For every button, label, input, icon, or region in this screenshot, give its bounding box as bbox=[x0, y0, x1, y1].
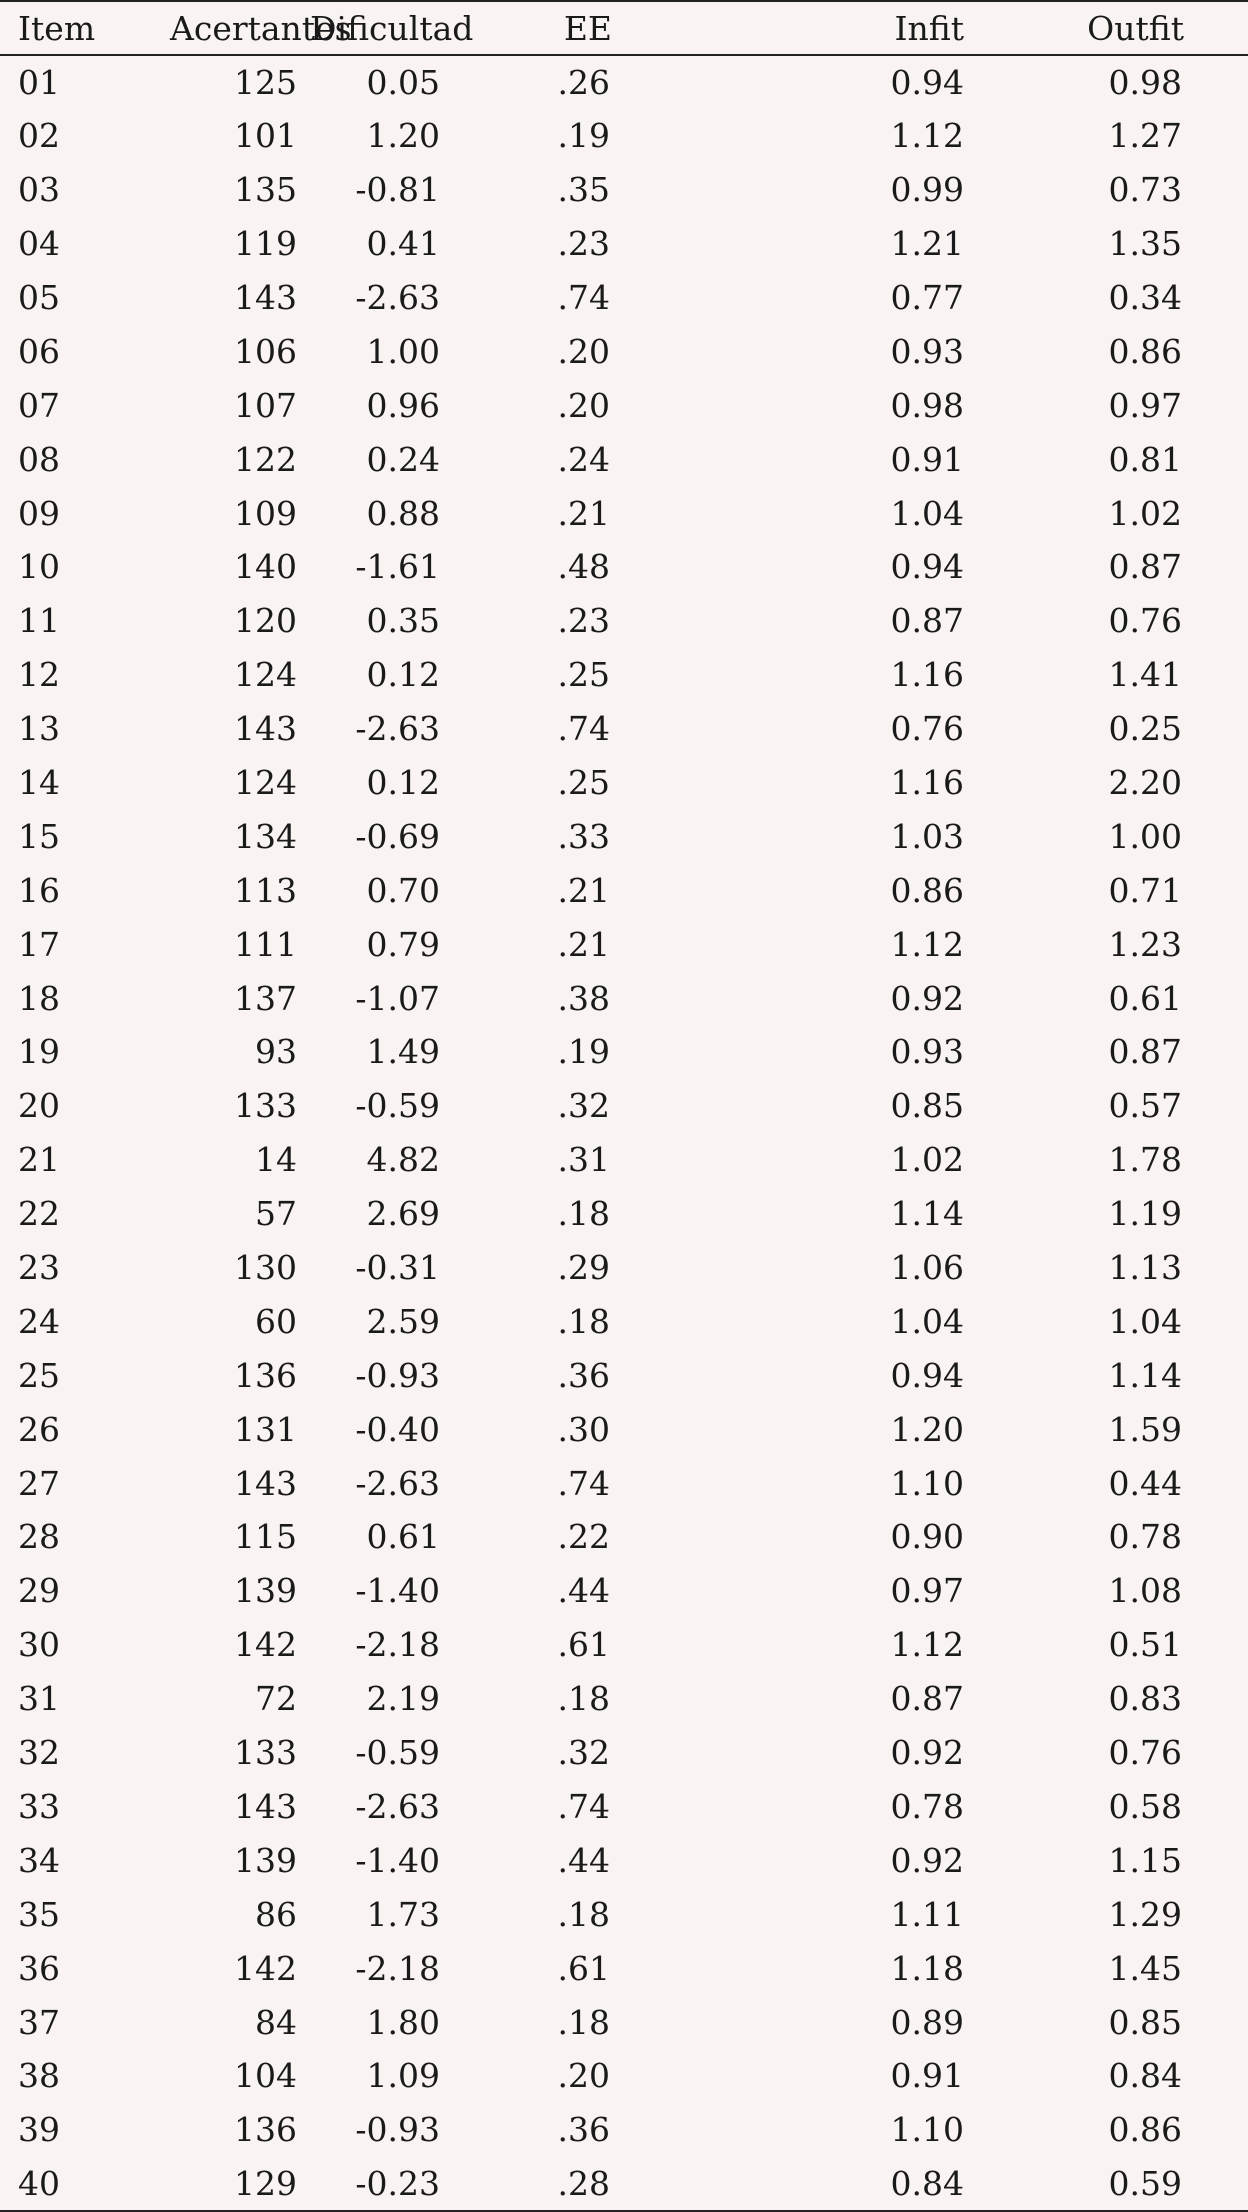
cell-ee: .20 bbox=[557, 385, 610, 425]
cell-item: 22 bbox=[18, 1194, 60, 1234]
cell-infit: 1.10 bbox=[890, 1463, 964, 1503]
cell-outfit: 1.35 bbox=[1108, 224, 1182, 264]
cell-infit: 0.87 bbox=[890, 601, 964, 641]
cell-outfit: 0.84 bbox=[1108, 2056, 1182, 2096]
cell-acertantes: 143 bbox=[234, 1463, 297, 1503]
cell-ee: .48 bbox=[557, 547, 610, 587]
table-row bbox=[0, 594, 1248, 648]
header-ee: EE bbox=[540, 1, 780, 55]
cell-infit: 1.20 bbox=[890, 1409, 964, 1449]
cell-ee: .36 bbox=[557, 1355, 610, 1395]
cell-infit: 1.18 bbox=[890, 1948, 964, 1988]
cell-ee: .20 bbox=[557, 331, 610, 371]
cell-infit: 0.97 bbox=[890, 1571, 964, 1611]
cell-ee: .36 bbox=[557, 2110, 610, 2150]
cell-dificultad: -0.93 bbox=[355, 1355, 440, 1395]
cell-ee: .29 bbox=[557, 1248, 610, 1288]
cell-outfit: 0.86 bbox=[1108, 331, 1182, 371]
cell-dificultad: 1.80 bbox=[366, 2002, 440, 2042]
cell-dificultad: 0.79 bbox=[366, 924, 440, 964]
cell-infit: 1.14 bbox=[890, 1194, 964, 1234]
cell-outfit: 0.97 bbox=[1108, 385, 1182, 425]
table-row bbox=[0, 540, 1248, 594]
cell-ee: .21 bbox=[557, 924, 610, 964]
table-row bbox=[0, 1133, 1248, 1187]
cell-acertantes: 124 bbox=[234, 763, 297, 803]
cell-dificultad: 1.00 bbox=[366, 331, 440, 371]
cell-acertantes: 113 bbox=[234, 870, 297, 910]
cell-outfit: 1.15 bbox=[1108, 1840, 1182, 1880]
table-row bbox=[0, 109, 1248, 163]
cell-infit: 0.91 bbox=[890, 2056, 964, 2096]
cell-acertantes: 133 bbox=[234, 1733, 297, 1773]
cell-infit: 1.21 bbox=[890, 224, 964, 264]
cell-acertantes: 133 bbox=[234, 1086, 297, 1126]
cell-item: 18 bbox=[18, 978, 60, 1018]
cell-ee: .21 bbox=[557, 870, 610, 910]
table-row bbox=[0, 1187, 1248, 1241]
cell-ee: .33 bbox=[557, 816, 610, 856]
cell-dificultad: -1.61 bbox=[355, 547, 440, 587]
cell-dificultad: -2.63 bbox=[355, 1786, 440, 1826]
table-header bbox=[0, 1, 1248, 55]
table-row bbox=[0, 756, 1248, 810]
cell-ee: .44 bbox=[557, 1840, 610, 1880]
cell-outfit: 0.78 bbox=[1108, 1517, 1182, 1557]
cell-acertantes: 143 bbox=[234, 1786, 297, 1826]
cell-dificultad: 1.09 bbox=[366, 2056, 440, 2096]
cell-outfit: 0.58 bbox=[1108, 1786, 1182, 1826]
table-row bbox=[0, 648, 1248, 702]
cell-dificultad: 1.49 bbox=[366, 1032, 440, 1072]
cell-acertantes: 93 bbox=[255, 1032, 297, 1072]
cell-ee: .18 bbox=[557, 2002, 610, 2042]
cell-outfit: 0.44 bbox=[1108, 1463, 1182, 1503]
cell-dificultad: 1.73 bbox=[366, 1894, 440, 1934]
table-row bbox=[0, 1941, 1248, 1995]
table-row bbox=[0, 1025, 1248, 1079]
cell-dificultad: 0.35 bbox=[366, 601, 440, 641]
cell-infit: 0.91 bbox=[890, 439, 964, 479]
cell-item: 27 bbox=[18, 1463, 60, 1503]
cell-outfit: 1.45 bbox=[1108, 1948, 1182, 1988]
cell-acertantes: 106 bbox=[234, 331, 297, 371]
cell-acertantes: 129 bbox=[150, 2157, 310, 2211]
cell-dificultad: -2.63 bbox=[355, 709, 440, 749]
table-row bbox=[0, 917, 1248, 971]
cell-outfit: 0.34 bbox=[1108, 278, 1182, 317]
cell-acertantes: 125 bbox=[234, 62, 297, 102]
header-item: Item bbox=[0, 1, 150, 55]
cell-ee: .61 bbox=[557, 1625, 610, 1665]
cell-ee: .18 bbox=[557, 1194, 610, 1234]
header-infit: Infit bbox=[780, 1, 1010, 55]
cell-item: 15 bbox=[18, 816, 60, 856]
table-row bbox=[0, 1456, 1248, 1510]
cell-item: 17 bbox=[18, 924, 60, 964]
cell-outfit: 0.98 bbox=[1108, 62, 1182, 102]
cell-infit: 0.98 bbox=[890, 385, 964, 425]
cell-infit: 1.04 bbox=[890, 1301, 964, 1341]
table-row bbox=[0, 271, 1248, 325]
cell-item: 16 bbox=[18, 870, 60, 910]
cell-item: 40 bbox=[0, 2157, 150, 2211]
table-row bbox=[0, 2103, 1248, 2157]
cell-infit: 0.94 bbox=[890, 62, 964, 102]
cell-acertantes: 142 bbox=[234, 1625, 297, 1665]
cell-item: 09 bbox=[18, 493, 60, 533]
cell-dificultad: -1.07 bbox=[355, 978, 440, 1018]
cell-ee: .25 bbox=[557, 655, 610, 695]
cell-outfit: 0.81 bbox=[1108, 439, 1182, 479]
cell-acertantes: 115 bbox=[234, 1517, 297, 1557]
cell-item: 12 bbox=[18, 655, 60, 695]
cell-ee: .30 bbox=[557, 1409, 610, 1449]
cell-item: 10 bbox=[18, 547, 60, 587]
cell-dificultad: 2.19 bbox=[366, 1679, 440, 1719]
cell-outfit: 0.25 bbox=[1108, 709, 1182, 749]
table-row bbox=[0, 1726, 1248, 1780]
cell-acertantes: 142 bbox=[234, 1948, 297, 1988]
cell-infit: 0.93 bbox=[890, 331, 964, 371]
cell-infit: 0.94 bbox=[890, 547, 964, 587]
cell-item: 30 bbox=[18, 1625, 60, 1665]
table-row bbox=[0, 702, 1248, 756]
cell-ee: .18 bbox=[557, 1301, 610, 1341]
header-outfit: Outfit bbox=[1010, 1, 1248, 55]
table-body bbox=[0, 55, 1248, 2211]
cell-item: 35 bbox=[18, 1894, 60, 1934]
cell-item: 31 bbox=[18, 1679, 60, 1719]
cell-dificultad: -2.18 bbox=[355, 1948, 440, 1988]
cell-acertantes: 109 bbox=[234, 493, 297, 533]
table-row bbox=[0, 971, 1248, 1025]
table-row bbox=[0, 1241, 1248, 1295]
cell-ee: .19 bbox=[557, 1032, 610, 1072]
table-row bbox=[0, 163, 1248, 217]
cell-acertantes: 143 bbox=[234, 709, 297, 749]
table-row bbox=[0, 1833, 1248, 1887]
cell-outfit: 0.87 bbox=[1108, 547, 1182, 587]
table-row bbox=[0, 1079, 1248, 1133]
cell-infit: 0.99 bbox=[890, 170, 964, 210]
cell-infit: 1.10 bbox=[890, 2110, 964, 2150]
cell-acertantes: 120 bbox=[234, 601, 297, 641]
cell-acertantes: 14 bbox=[255, 1140, 297, 1180]
cell-item: 06 bbox=[18, 331, 60, 371]
cell-dificultad: -0.23 bbox=[310, 2157, 540, 2211]
cell-item: 20 bbox=[18, 1086, 60, 1126]
cell-acertantes: 134 bbox=[234, 816, 297, 856]
cell-outfit: 0.83 bbox=[1108, 1679, 1182, 1719]
cell-item: 14 bbox=[18, 763, 60, 803]
cell-dificultad: -0.31 bbox=[355, 1248, 440, 1288]
header-row bbox=[0, 1, 1248, 55]
header-acertantes: Acertantes bbox=[150, 1, 310, 55]
table-row bbox=[0, 1294, 1248, 1348]
cell-item: 36 bbox=[18, 1948, 60, 1988]
cell-dificultad: -0.59 bbox=[355, 1733, 440, 1773]
table-row bbox=[0, 809, 1248, 863]
cell-dificultad: 1.20 bbox=[366, 116, 440, 156]
cell-infit: 0.77 bbox=[890, 278, 964, 317]
cell-acertantes: 135 bbox=[234, 170, 297, 210]
cell-item: 29 bbox=[18, 1571, 60, 1611]
cell-dificultad: 0.05 bbox=[366, 62, 440, 102]
cell-item: 04 bbox=[18, 224, 60, 264]
cell-ee: .20 bbox=[557, 2056, 610, 2096]
table-row bbox=[0, 1672, 1248, 1726]
cell-dificultad: -1.40 bbox=[355, 1571, 440, 1611]
cell-dificultad: 4.82 bbox=[366, 1140, 440, 1180]
cell-dificultad: 0.88 bbox=[366, 493, 440, 533]
cell-outfit: 2.20 bbox=[1108, 763, 1182, 803]
cell-acertantes: 84 bbox=[255, 2002, 297, 2042]
table-row bbox=[0, 1510, 1248, 1564]
cell-outfit: 1.59 bbox=[1108, 1409, 1182, 1449]
cell-dificultad: -0.81 bbox=[355, 170, 440, 210]
table-row bbox=[0, 1995, 1248, 2049]
cell-outfit: 1.23 bbox=[1108, 924, 1182, 964]
cell-outfit: 0.76 bbox=[1108, 1733, 1182, 1773]
cell-ee: .24 bbox=[557, 439, 610, 479]
table-row bbox=[0, 1780, 1248, 1834]
cell-dificultad: 2.59 bbox=[366, 1301, 440, 1341]
cell-dificultad: 0.61 bbox=[366, 1517, 440, 1557]
cell-ee: .26 bbox=[557, 62, 610, 102]
table-row bbox=[0, 432, 1248, 486]
table-row bbox=[0, 863, 1248, 917]
cell-outfit: 1.08 bbox=[1108, 1571, 1182, 1611]
cell-infit: 0.87 bbox=[890, 1679, 964, 1719]
cell-infit: 0.84 bbox=[780, 2157, 1010, 2211]
table-row bbox=[0, 1402, 1248, 1456]
cell-infit: 1.12 bbox=[890, 116, 964, 156]
cell-infit: 1.11 bbox=[890, 1894, 964, 1934]
cell-infit: 0.92 bbox=[890, 1733, 964, 1773]
cell-acertantes: 136 bbox=[234, 1355, 297, 1395]
cell-infit: 1.16 bbox=[890, 655, 964, 695]
cell-infit: 1.16 bbox=[890, 763, 964, 803]
cell-item: 24 bbox=[18, 1301, 60, 1341]
cell-acertantes: 57 bbox=[255, 1194, 297, 1234]
cell-dificultad: 0.24 bbox=[366, 439, 440, 479]
table-row bbox=[0, 1348, 1248, 1402]
table-row bbox=[0, 2157, 1248, 2211]
cell-infit: 0.93 bbox=[890, 1032, 964, 1072]
cell-ee: .23 bbox=[557, 601, 610, 641]
cell-ee: .31 bbox=[557, 1140, 610, 1180]
cell-dificultad: -0.69 bbox=[355, 816, 440, 856]
cell-outfit: 1.19 bbox=[1108, 1194, 1182, 1234]
cell-ee: .44 bbox=[557, 1571, 610, 1611]
cell-acertantes: 139 bbox=[234, 1571, 297, 1611]
cell-infit: 0.85 bbox=[890, 1086, 964, 1126]
cell-outfit: 0.59 bbox=[1010, 2157, 1248, 2211]
cell-acertantes: 137 bbox=[234, 978, 297, 1018]
cell-ee: .35 bbox=[557, 170, 610, 210]
cell-item: 38 bbox=[18, 2056, 60, 2096]
cell-item: 34 bbox=[18, 1840, 60, 1880]
cell-acertantes: 136 bbox=[234, 2110, 297, 2150]
cell-infit: 0.89 bbox=[890, 2002, 964, 2042]
cell-acertantes: 101 bbox=[234, 116, 297, 156]
cell-outfit: 1.27 bbox=[1108, 116, 1182, 156]
cell-infit: 1.12 bbox=[890, 1625, 964, 1665]
cell-ee: .22 bbox=[557, 1517, 610, 1557]
cell-infit: 1.02 bbox=[890, 1140, 964, 1180]
cell-outfit: 0.61 bbox=[1108, 978, 1182, 1018]
cell-item: 32 bbox=[18, 1733, 60, 1773]
cell-ee: .61 bbox=[557, 1948, 610, 1988]
cell-dificultad: -1.40 bbox=[355, 1840, 440, 1880]
cell-item: 33 bbox=[18, 1786, 60, 1826]
cell-dificultad: 0.41 bbox=[366, 224, 440, 264]
cell-outfit: 0.57 bbox=[1108, 1086, 1182, 1126]
cell-ee: .32 bbox=[557, 1733, 610, 1773]
table-row bbox=[0, 324, 1248, 378]
cell-outfit: 0.71 bbox=[1108, 870, 1182, 910]
cell-outfit: 1.00 bbox=[1108, 816, 1182, 856]
cell-dificultad: -2.18 bbox=[355, 1625, 440, 1665]
cell-item: 37 bbox=[18, 2002, 60, 2042]
cell-ee: .74 bbox=[557, 1786, 610, 1826]
cell-dificultad: 0.70 bbox=[366, 870, 440, 910]
cell-outfit: 1.78 bbox=[1108, 1140, 1182, 1180]
cell-acertantes: 86 bbox=[255, 1894, 297, 1934]
cell-outfit: 0.73 bbox=[1108, 170, 1182, 210]
cell-dificultad: 0.96 bbox=[366, 385, 440, 425]
cell-ee: .74 bbox=[557, 278, 610, 317]
cell-infit: 1.06 bbox=[890, 1248, 964, 1288]
cell-ee: .25 bbox=[557, 763, 610, 803]
cell-item: 08 bbox=[18, 439, 60, 479]
cell-acertantes: 119 bbox=[234, 224, 297, 264]
cell-ee: .38 bbox=[557, 978, 610, 1018]
cell-acertantes: 72 bbox=[255, 1679, 297, 1719]
cell-acertantes: 140 bbox=[234, 547, 297, 587]
table-row bbox=[0, 1564, 1248, 1618]
cell-infit: 0.78 bbox=[890, 1786, 964, 1826]
cell-outfit: 1.04 bbox=[1108, 1301, 1182, 1341]
cell-item: 23 bbox=[18, 1248, 60, 1288]
cell-ee: .74 bbox=[557, 709, 610, 749]
cell-acertantes: 111 bbox=[234, 924, 297, 964]
cell-acertantes: 130 bbox=[234, 1248, 297, 1288]
cell-item: 19 bbox=[18, 1032, 60, 1072]
cell-ee: .23 bbox=[557, 224, 610, 264]
cell-infit: 1.04 bbox=[890, 493, 964, 533]
cell-ee: .32 bbox=[557, 1086, 610, 1126]
cell-dificultad: -2.63 bbox=[355, 1463, 440, 1503]
cell-acertantes: 139 bbox=[234, 1840, 297, 1880]
cell-item: 01 bbox=[18, 62, 60, 102]
cell-item: 05 bbox=[18, 278, 60, 317]
cell-infit: 1.12 bbox=[890, 924, 964, 964]
cell-outfit: 0.86 bbox=[1108, 2110, 1182, 2150]
cell-dificultad: 0.12 bbox=[366, 763, 440, 803]
cell-dificultad: 2.69 bbox=[366, 1194, 440, 1234]
cell-item: 39 bbox=[18, 2110, 60, 2150]
cell-acertantes: 60 bbox=[255, 1301, 297, 1341]
cell-outfit: 1.41 bbox=[1108, 655, 1182, 695]
table-row bbox=[0, 486, 1248, 540]
cell-dificultad: -2.63 bbox=[355, 278, 440, 317]
cell-item: 28 bbox=[18, 1517, 60, 1557]
cell-infit: 0.86 bbox=[890, 870, 964, 910]
cell-ee: .18 bbox=[557, 1679, 610, 1719]
table-row bbox=[0, 1887, 1248, 1941]
cell-outfit: 1.14 bbox=[1108, 1355, 1182, 1395]
cell-infit: 1.03 bbox=[890, 816, 964, 856]
cell-infit: 0.90 bbox=[890, 1517, 964, 1557]
cell-dificultad: -0.40 bbox=[355, 1409, 440, 1449]
cell-item: 03 bbox=[18, 170, 60, 210]
cell-outfit: 1.13 bbox=[1108, 1248, 1182, 1288]
cell-dificultad: -0.59 bbox=[355, 1086, 440, 1126]
cell-acertantes: 131 bbox=[234, 1409, 297, 1449]
cell-item: 25 bbox=[18, 1355, 60, 1395]
cell-outfit: 1.02 bbox=[1108, 493, 1182, 533]
cell-acertantes: 143 bbox=[234, 278, 297, 317]
cell-outfit: 0.85 bbox=[1108, 2002, 1182, 2042]
cell-dificultad: 0.12 bbox=[366, 655, 440, 695]
cell-acertantes: 124 bbox=[234, 655, 297, 695]
header-dificultad: Dificultad bbox=[310, 1, 540, 55]
cell-outfit: 0.76 bbox=[1108, 601, 1182, 641]
cell-infit: 0.92 bbox=[890, 1840, 964, 1880]
cell-item: 02 bbox=[18, 116, 60, 156]
table-row bbox=[0, 217, 1248, 271]
cell-item: 13 bbox=[18, 709, 60, 749]
cell-acertantes: 122 bbox=[234, 439, 297, 479]
cell-infit: 0.92 bbox=[890, 978, 964, 1018]
cell-outfit: 0.87 bbox=[1108, 1032, 1182, 1072]
table-row bbox=[0, 378, 1248, 432]
cell-ee: .28 bbox=[540, 2157, 780, 2211]
cell-outfit: 1.29 bbox=[1108, 1894, 1182, 1934]
cell-infit: 0.94 bbox=[890, 1355, 964, 1395]
cell-outfit: 0.51 bbox=[1108, 1625, 1182, 1665]
cell-ee: .18 bbox=[557, 1894, 610, 1934]
cell-item: 07 bbox=[18, 385, 60, 425]
cell-ee: .21 bbox=[557, 493, 610, 533]
table-row bbox=[0, 55, 1248, 109]
cell-acertantes: 104 bbox=[234, 2056, 297, 2096]
cell-item: 11 bbox=[18, 601, 60, 641]
cell-infit: 0.76 bbox=[890, 709, 964, 749]
cell-acertantes: 107 bbox=[234, 385, 297, 425]
cell-ee: .74 bbox=[557, 1463, 610, 1503]
cell-item: 21 bbox=[18, 1140, 60, 1180]
cell-dificultad: -0.93 bbox=[355, 2110, 440, 2150]
table-row bbox=[0, 1618, 1248, 1672]
table-row bbox=[0, 2049, 1248, 2103]
cell-ee: .19 bbox=[557, 116, 610, 156]
cell-item: 26 bbox=[18, 1409, 60, 1449]
